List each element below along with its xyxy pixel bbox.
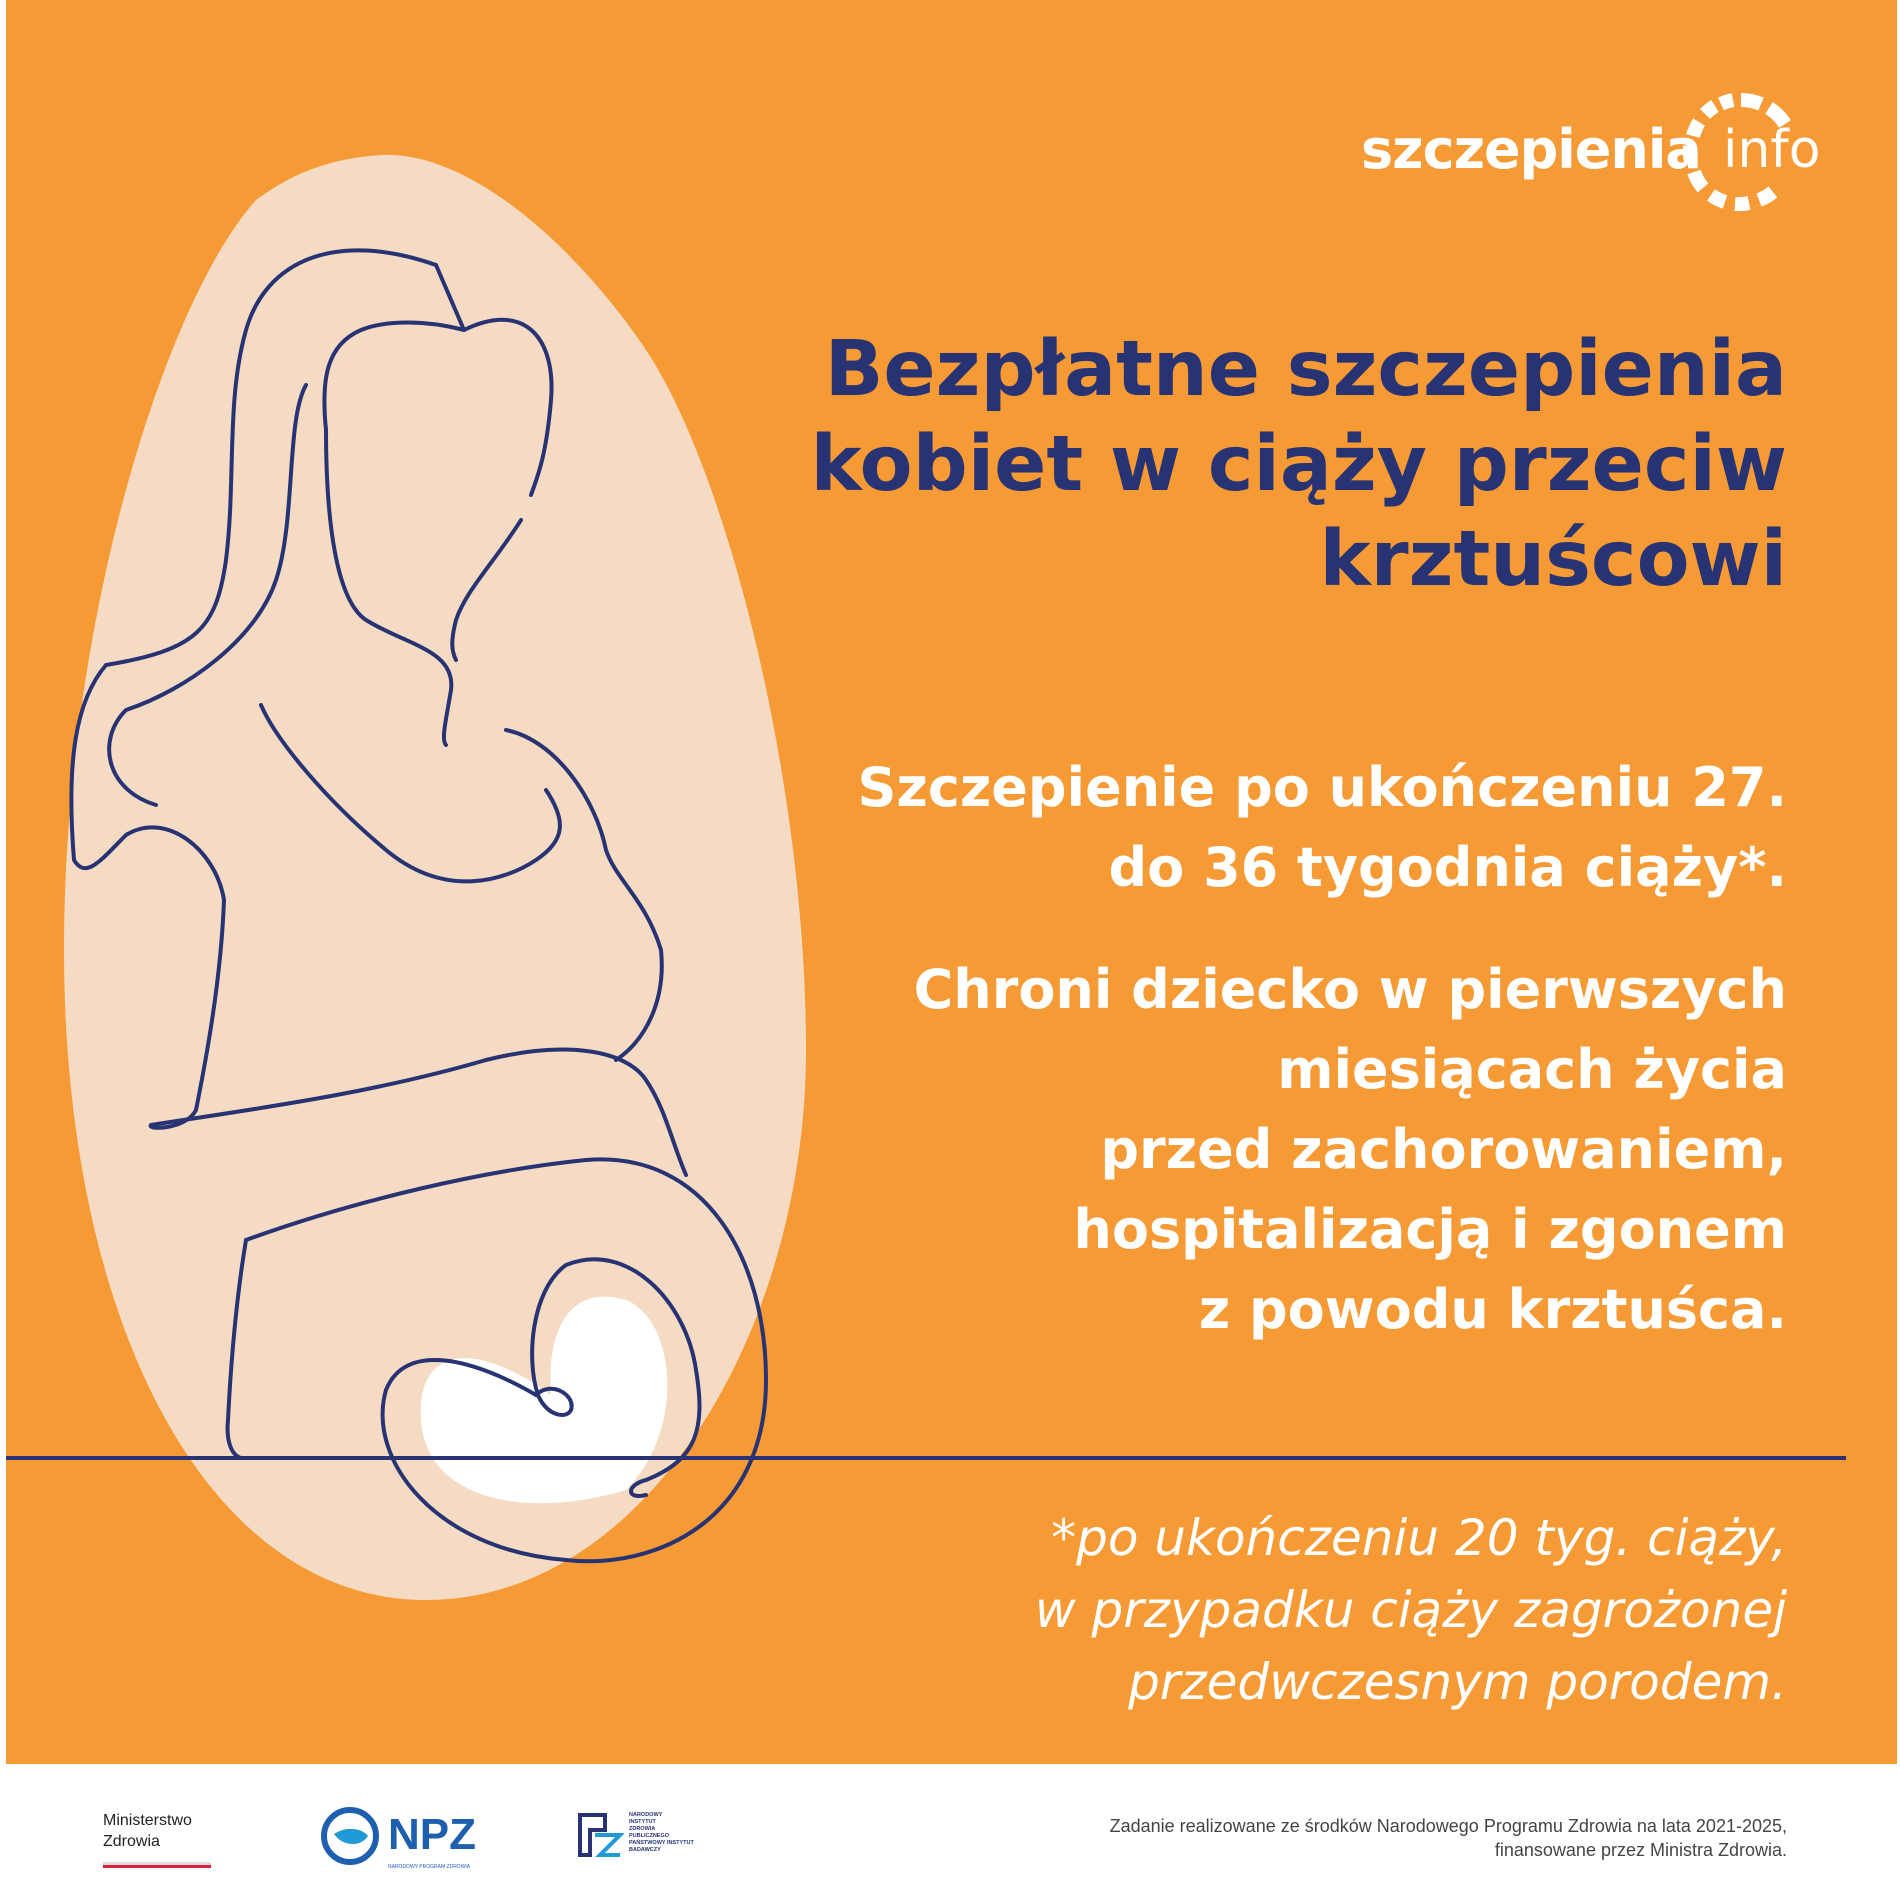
pzh-line-3: ZDROWIA [629,1826,656,1832]
vaccination-timing [787,748,1787,908]
headline-line-2: kobiet w ciąży przeciw [810,420,1787,509]
pzh-line-4: PUBLICZNEGO [629,1833,670,1839]
headline-line-1: Bezpłatne szczepienia [824,325,1787,414]
logo-word: szczepienia [1361,118,1701,181]
headline-line-3: krztuścowi [1319,515,1787,604]
pzh-logo [575,1810,705,1870]
protection-text [787,950,1787,1350]
pzh-line-6: BADAWCZY [629,1847,661,1853]
ministry-logo [103,1810,192,1852]
ministry-flag-bar [103,1862,211,1868]
szczepienia-info-logo [1361,92,1831,212]
footnote-line-2: w przypadku ciąży zagrożonej [1034,1581,1787,1639]
footnote-line-1: *po ukończeniu 20 tyg. ciąży, [1051,1509,1787,1567]
footnote-line-3: przedwczesnym porodem. [1128,1653,1787,1711]
pzh-emblem-icon [575,1810,625,1860]
npz-subtitle: NARODOWY PROGRAM ZDROWIA [388,1864,471,1870]
logo-suffix: info [1723,120,1821,180]
footnote [787,1502,1787,1718]
footer [0,1764,1900,1891]
npz-logo [320,1806,490,1876]
protection-line-1: Chroni dziecko w pierwszych [913,958,1787,1021]
npz-label: NPZ [388,1810,476,1859]
protection-line-4: hospitalizacją i zgonem [1073,1198,1787,1261]
protection-line-5: z powodu krztuśca. [1198,1278,1787,1341]
funding-note [887,1814,1787,1862]
headline [787,322,1787,607]
poster [6,0,1897,1764]
pzh-text [629,1812,694,1854]
npz-emblem-icon [320,1806,380,1866]
protection-line-3: przed zachorowaniem, [1100,1118,1787,1181]
ministry-line-1: Ministerstwo [103,1812,192,1829]
ministry-line-2: Zdrowia [103,1833,160,1850]
funding-line-2: finansowane przez Ministra Zdrowia. [1494,1840,1787,1860]
timing-line-2: do 36 tygodnia ciąży*. [1108,836,1787,899]
pzh-line-2: INSTYTUT [629,1819,656,1825]
funding-line-1: Zadanie realizowane ze środków Narodowego Programu Zdrowia na lata 2021-2025, [1109,1816,1787,1836]
protection-line-2: miesiącach życia [1277,1038,1787,1101]
pzh-line-1: NARODOWY [629,1812,663,1818]
pzh-line-5: PAŃSTWOWY INSTYTUT [629,1840,694,1846]
timing-line-1: Szczepienie po ukończeniu 27. [857,756,1787,819]
